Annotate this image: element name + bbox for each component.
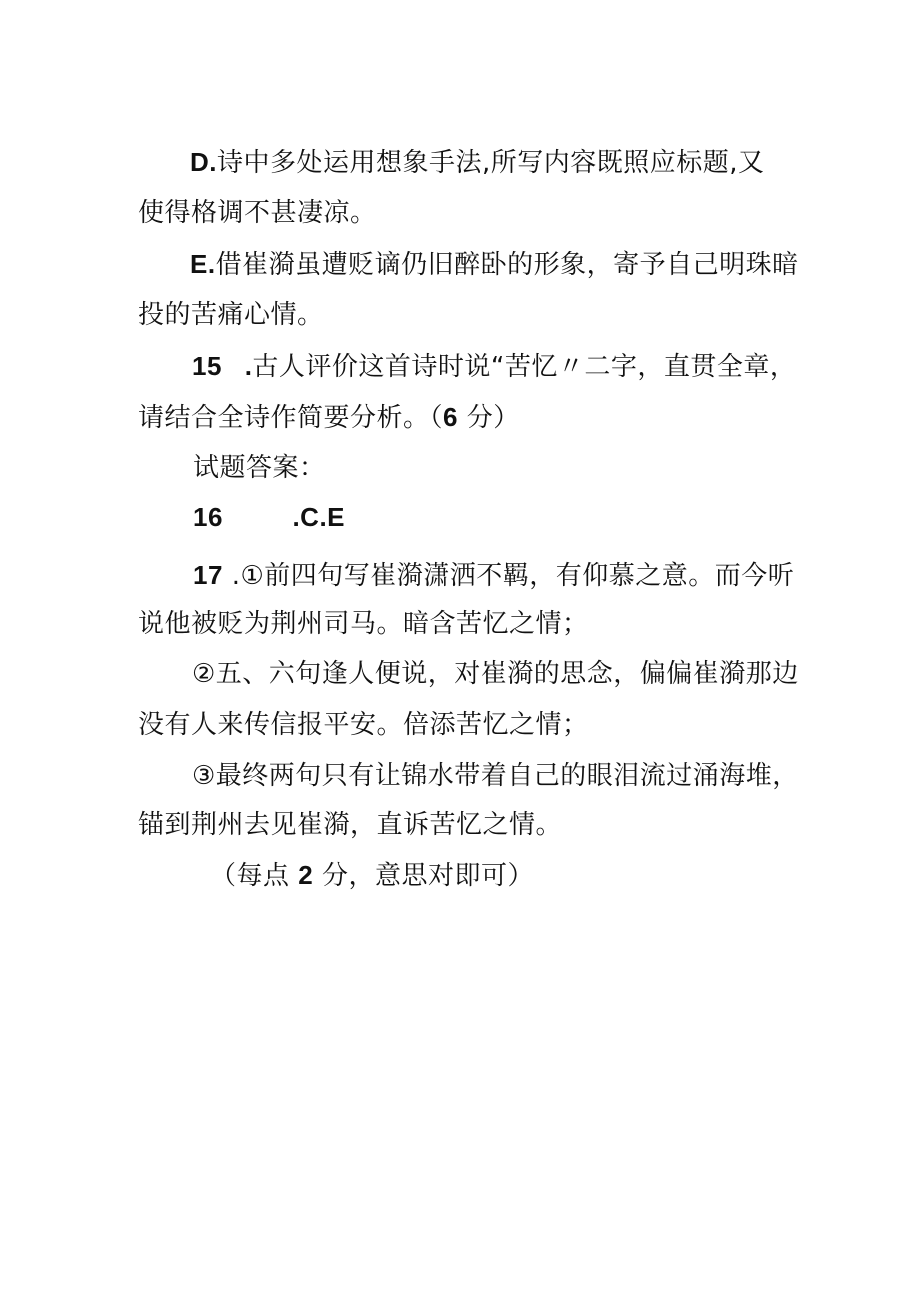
- answer-heading: [193, 451, 326, 485]
- answer-16-text: .C.E: [292, 502, 346, 532]
- answer-17-point-1-text-2: 说他被贬为荆州司马。暗含苦忆之情；: [138, 609, 589, 639]
- answer-17-point-2-text-1: ②五、六句逢人便说，对崔漪的思念，偏偏崔漪那边: [192, 659, 799, 689]
- answer-17-line-4: [138, 708, 589, 742]
- option-e-label: E.: [190, 249, 216, 279]
- answer-17-number: 17: [193, 560, 223, 590]
- question-15-number: 15: [192, 351, 222, 381]
- question-15-text-1: 古人评价这首诗时说“苦忆〃二字，直贯全章，: [252, 352, 797, 382]
- question-15-line-2: [138, 400, 520, 435]
- answer-17-line-6: [138, 808, 562, 842]
- scoring-note-pre: （每点: [210, 861, 290, 891]
- option-e-text-1: 借崔漪虽遭贬谪仍旧醉卧的形象，寄予自己明珠暗: [215, 250, 799, 280]
- answer-17-line-5: [192, 759, 799, 793]
- scoring-note-points: 2: [298, 860, 314, 890]
- option-d-label: D.: [190, 147, 217, 177]
- answer-17-line-3: [192, 657, 799, 691]
- question-15-text-2-post: 分）: [466, 403, 520, 433]
- answer-17-point-3-text-2: 锚到荆州去见崔漪，直诉苦忆之情。: [138, 810, 563, 840]
- option-e-text-2: 投的苦痛心情。: [138, 300, 324, 330]
- option-d-line-1: [190, 145, 765, 180]
- option-d-text-1: 诗中多处运用想象手法,所写内容既照应标题,又: [217, 148, 765, 178]
- answer-17-line-2: [138, 607, 589, 641]
- answer-16-number: 16: [193, 502, 223, 532]
- answer-17-point-1-text-1: .①前四句写崔漪潇洒不羁，有仰慕之意。而今听: [231, 561, 795, 591]
- answer-17-line-1: [193, 558, 794, 593]
- answer-17-point-3-text-1: ③最终两句只有让锦水带着自己的眼泪流过涌海堆，: [192, 761, 799, 791]
- answer-heading-text: 试题答案：: [193, 453, 326, 483]
- option-d-text-2: 使得格调不甚凄凉。: [138, 198, 377, 228]
- question-15-text-2-pre: 请结合全诗作简要分析。（: [138, 403, 444, 433]
- scoring-note-post: 分，意思对即可）: [322, 861, 535, 891]
- question-15-line-1: [192, 349, 796, 384]
- option-d-line-2: [138, 196, 377, 230]
- option-e-line-2: [138, 298, 324, 332]
- answer-16-line: [193, 500, 345, 535]
- scoring-note: [210, 858, 534, 893]
- question-15-dot: .: [244, 351, 253, 381]
- question-15-points: 6: [443, 402, 458, 432]
- answer-17-point-2-text-2: 没有人来传信报平安。倍添苦忆之情；: [138, 710, 589, 740]
- option-e-line-1: [190, 247, 799, 282]
